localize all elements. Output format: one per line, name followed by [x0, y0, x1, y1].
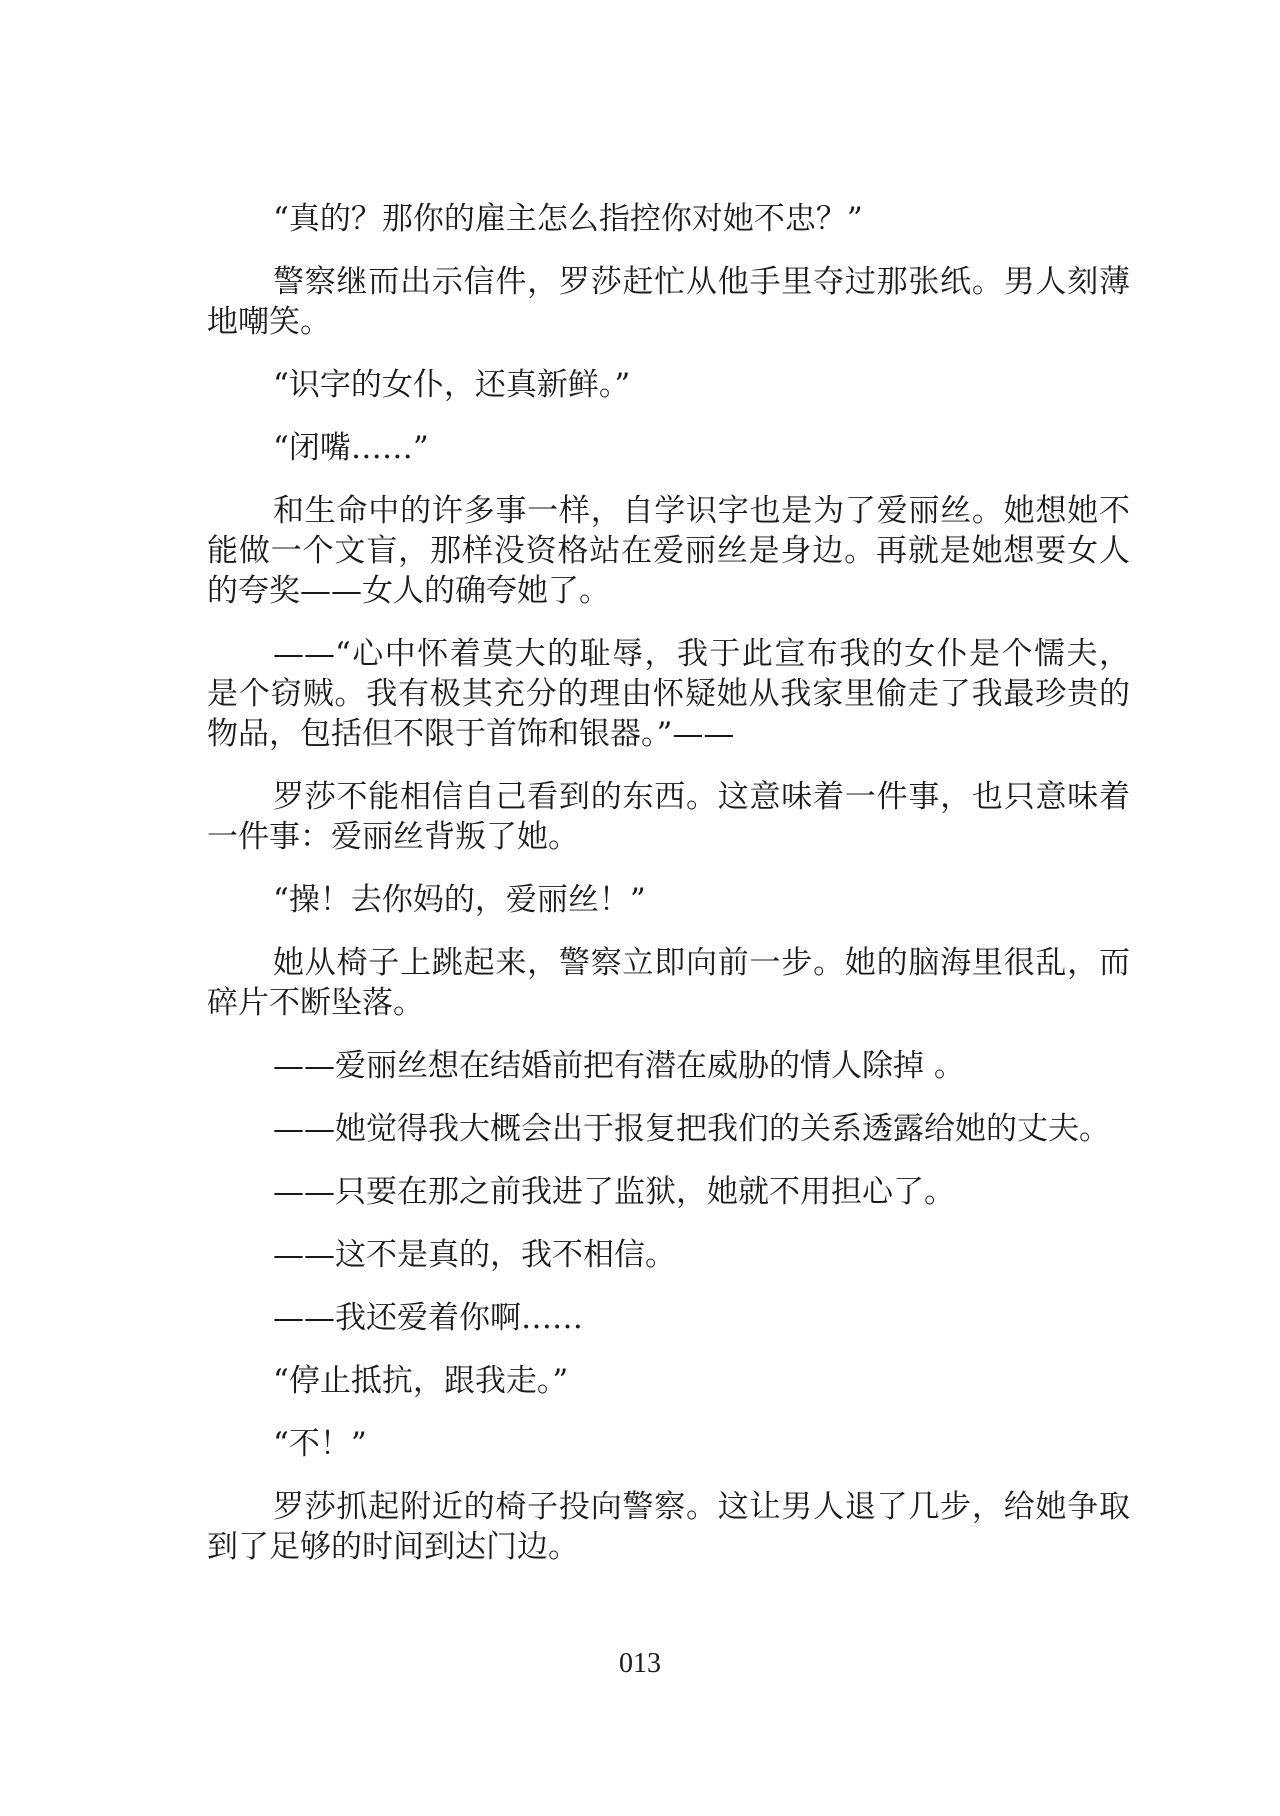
text-line: ——我还爱着你啊……	[273, 1300, 583, 1336]
paragraph	[207, 1361, 1130, 1401]
paragraph	[207, 1298, 1130, 1338]
paragraph	[207, 262, 1130, 342]
text-line: “识字的女仆，还真新鲜。”	[273, 367, 631, 403]
paragraph	[207, 428, 1130, 468]
text-line: 和生命中的许多事一样，自学识字也是为了爱丽丝。她想她不	[273, 493, 1130, 529]
paragraph	[207, 1235, 1130, 1275]
text-line: 的夸奖——女人的确夸她了。	[207, 573, 610, 609]
text-line: 物品，包括但不限于首饰和银器。”——	[207, 716, 735, 752]
body-text	[207, 199, 1130, 1590]
text-line: 罗莎抓起附近的椅子投向警察。这让男人退了几步，给她争取	[273, 1489, 1130, 1525]
text-line: 地嘲笑。	[207, 304, 331, 340]
paragraph	[207, 491, 1130, 611]
text-line: ——这不是真的，我不相信。	[273, 1237, 676, 1273]
text-line: 到了足够的时间到达门边。	[207, 1529, 579, 1565]
paragraph	[207, 1487, 1130, 1567]
paragraph	[207, 199, 1130, 239]
paragraph	[207, 1424, 1130, 1464]
text-line: 碎片不断坠落。	[207, 985, 424, 1021]
text-line: 警察继而出示信件，罗莎赶忙从他手里夺过那张纸。男人刻薄	[273, 264, 1130, 300]
text-line: “闭嘴……”	[273, 430, 429, 466]
text-line: 罗莎不能相信自己看到的东西。这意味着一件事，也只意味着	[273, 779, 1130, 815]
text-line: ——爱丽丝想在结婚前把有潜在威胁的情人除掉 。	[273, 1048, 965, 1084]
paragraph	[207, 1109, 1130, 1149]
paragraph	[207, 1046, 1130, 1086]
text-line: 她从椅子上跳起来，警察立即向前一步。她的脑海里很乱，而	[273, 945, 1130, 981]
paragraph	[207, 365, 1130, 405]
paragraph	[207, 777, 1130, 857]
paragraph	[207, 880, 1130, 920]
paragraph	[207, 943, 1130, 1023]
text-line: 能做一个文盲，那样没资格站在爱丽丝是身边。再就是她想要女人	[207, 533, 1130, 569]
text-line: “操！去你妈的，爱丽丝！”	[273, 882, 646, 918]
text-line: 一件事：爱丽丝背叛了她。	[207, 819, 579, 855]
page-number: 013	[619, 1648, 661, 1679]
text-line: “不！”	[273, 1426, 367, 1462]
paragraph	[207, 1172, 1130, 1212]
text-line: ——她觉得我大概会出于报复把我们的关系透露给她的丈夫。	[273, 1111, 1110, 1147]
text-line: ——只要在那之前我进了监狱，她就不用担心了。	[273, 1174, 955, 1210]
text-line: 是个窃贼。我有极其充分的理由怀疑她从我家里偷走了我最珍贵的	[207, 676, 1130, 712]
text-line: “真的？那你的雇主怎么指控你对她不忠？”	[273, 201, 863, 237]
paragraph	[207, 634, 1130, 754]
text-line: “停止抵抗，跟我走。”	[273, 1363, 569, 1399]
text-line: ——“心中怀着莫大的耻辱，我于此宣布我的女仆是个懦夫，	[273, 636, 1130, 672]
